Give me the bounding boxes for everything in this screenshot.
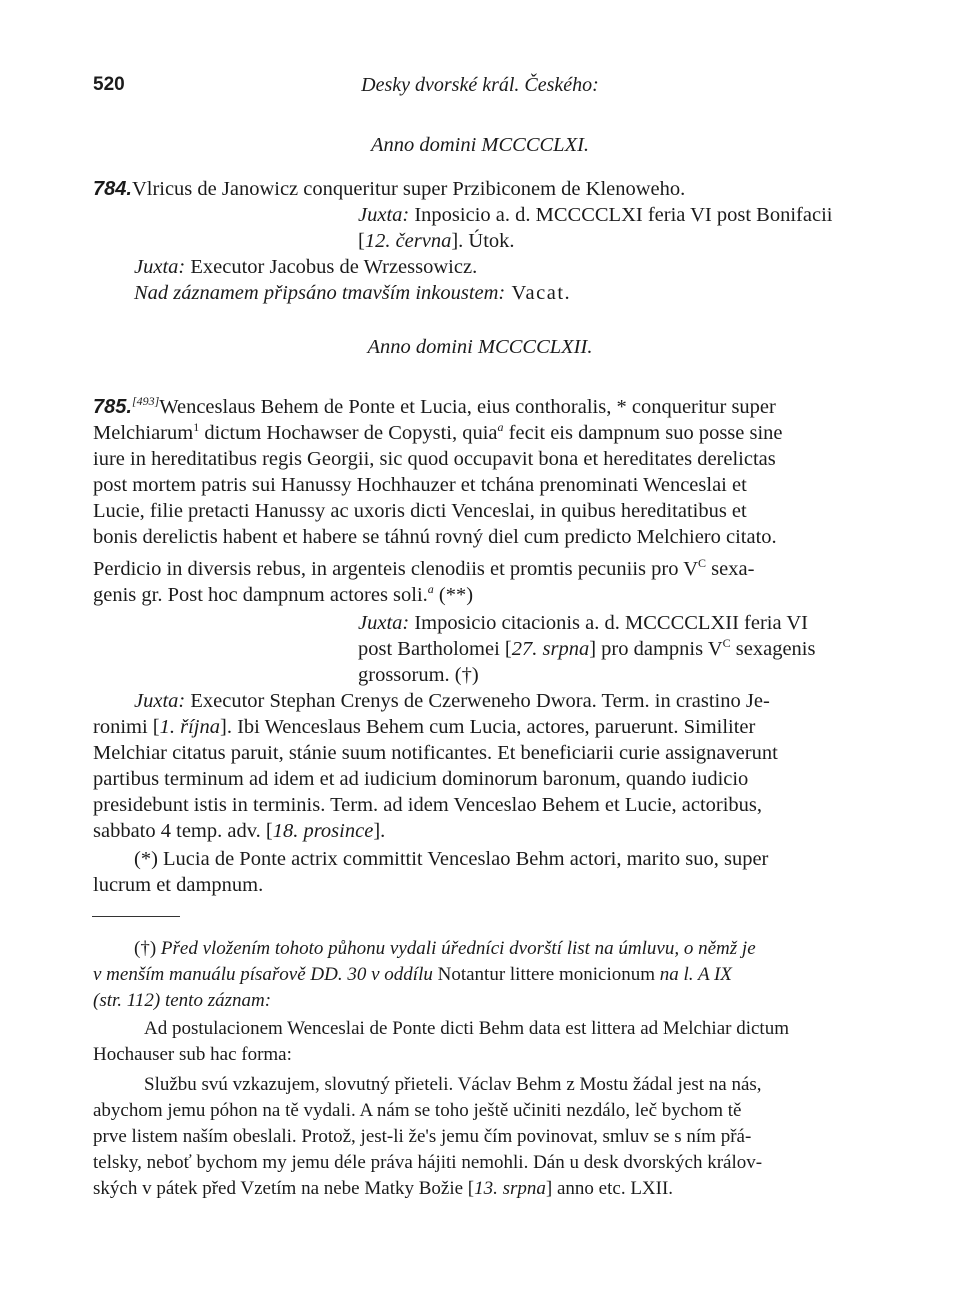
entry-785-line-13: ronimi [1. října]. Ibi Wenceslaus Behem cum Lucia, actores, paruerunt. Similiter [93,716,756,738]
entry-784-line-1: 784.Vlricus de Janowicz conqueritur super Przibiconem de Klenoweho. [93,178,686,200]
letter-line-4: telsky, neboť bychom my jemu déle práva hájiti nemohli. Dán u desk dvorských králov- [93,1152,763,1173]
entry-785-line-11: grossorum. (†) [358,664,479,686]
entry-785-line-6: bonis derelictis habent et habere se táhnú rovný diel cum predicto Melchiero citato. [93,526,777,548]
folio-ref: [493] [131,394,160,409]
entry-785-line-19: lucrum et dampnum. [93,874,264,896]
entry-785-line-2: Melchiarum$^1$ dictum Hochawser de Copysti, quia$^a$ fecit eis dampnum suo posse sine [93,420,783,444]
entry-785-line-17: sabbato 4 temp. adv. [18. prosince]. [93,820,386,842]
entry-785-line-16: presidebunt istis in terminis. Term. ad idem Venceslao Behem et Lucie, actoribus, [93,794,763,816]
entry-785-line-12: Juxta: Executor Stephan Crenys de Czerweneho Dwora. Term. in crastino Je- [134,690,770,712]
entry-785-line-3: iure in hereditatibus regis Georgii, sic quod occupavit bona et hereditates derelictas [93,448,776,470]
entry-785-line-14: Melchiar citatus paruit, stánie suum notificantes. Et beneficiarii curie assignaverunt [93,742,778,764]
entry-785-line-18: (*) Lucia de Ponte actrix committit Venceslao Behm actori, marito suo, super [134,848,769,870]
footnote-line-3: (str. 112) tento záznam: [93,990,272,1011]
running-title: Desky dvorské král. Českého: [361,74,599,96]
entry-785-number: 785. [93,396,132,418]
footnote-line-2: v menším manuálu písařově DD. 30 v oddílu Notantur littere monicionum na l. A IX [93,964,732,985]
entry-784-number: 784. [93,178,132,200]
entry-785-line-1: 785.[493]Wenceslaus Behem de Ponte et Lucia, eius conthoralis, * conqueritur super [93,394,776,418]
letter-line-3: prve listem naším obeslali. Protož, jest-li že's jemu čím povinovat, smluv se s ním přá- [93,1126,752,1147]
footnote-para-1-line-1: Ad postulacionem Wenceslai de Ponte dicti Behm data est littera ad Melchiar dictum [144,1018,789,1039]
entry-785-line-7: Perdicio in diversis rebus, in argenteis clenodiis et promtis pecuniis pro $V^C$ sexa- [93,556,755,580]
entry-785-line-5: Lucie, filie pretacti Hanussy ac uxoris dicti Venceslai, in quibus hereditatibus et [93,500,747,522]
entry-784-line-3: [12. června]. Útok. [358,230,515,252]
entry-784-line-4: Juxta: Executor Jacobus de Wrzessowicz. [134,256,478,278]
letter-line-1: Službu svú vzkazujem, slovutný přieteli. Václav Behm z Mostu žádal jest na nás, [144,1074,762,1095]
footnote-divider [92,916,180,917]
entry-785-line-8: genis gr. Post hoc dampnum actores soli.$^a$ (**) [93,582,474,606]
year-heading-1461: Anno domini MCCCCLXI. [370,134,590,156]
year-heading-1462: Anno domini MCCCCLXII. [367,336,593,358]
entry-785-line-9: Juxta: Imposicio citacionis a. d. MCCCCLXII feria VI [358,612,808,634]
entry-785-line-4: post mortem patris sui Hanussy Hochhauzer et tchána prenominati Wenceslai et [93,474,747,496]
entry-784-line-5: Nad záznamem připsáno tmavším inkoustem: Vacat. [134,282,572,304]
letter-line-2: abychom jemu póhon na tě vydali. A nám se toho ještě učiniti nezdálo, leč bychom tě [93,1100,742,1121]
page-number: 520 [93,74,125,95]
entry-785-line-15: partibus terminum ad idem et ad iudicium dominorum baronum, quando iudicio [93,768,749,790]
footnote-para-1-line-2: Hochauser sub hac forma: [93,1044,292,1065]
entry-784-line-2: Juxta: Inposicio a. d. MCCCCLXI feria VI post Bonifacii [358,204,833,226]
entry-785-line-10: post Bartholomei [27. srpna] pro dampnis $V^C$ sexagenis [358,636,816,660]
letter-line-5: ských v pátek před Vzetím na nebe Matky Božie [13. srpna] anno etc. LXII. [93,1178,674,1199]
footnote-line-1: (†) Před vložením tohoto půhonu vydali úředníci dvorští list na úmluvu, o němž je [134,938,756,959]
